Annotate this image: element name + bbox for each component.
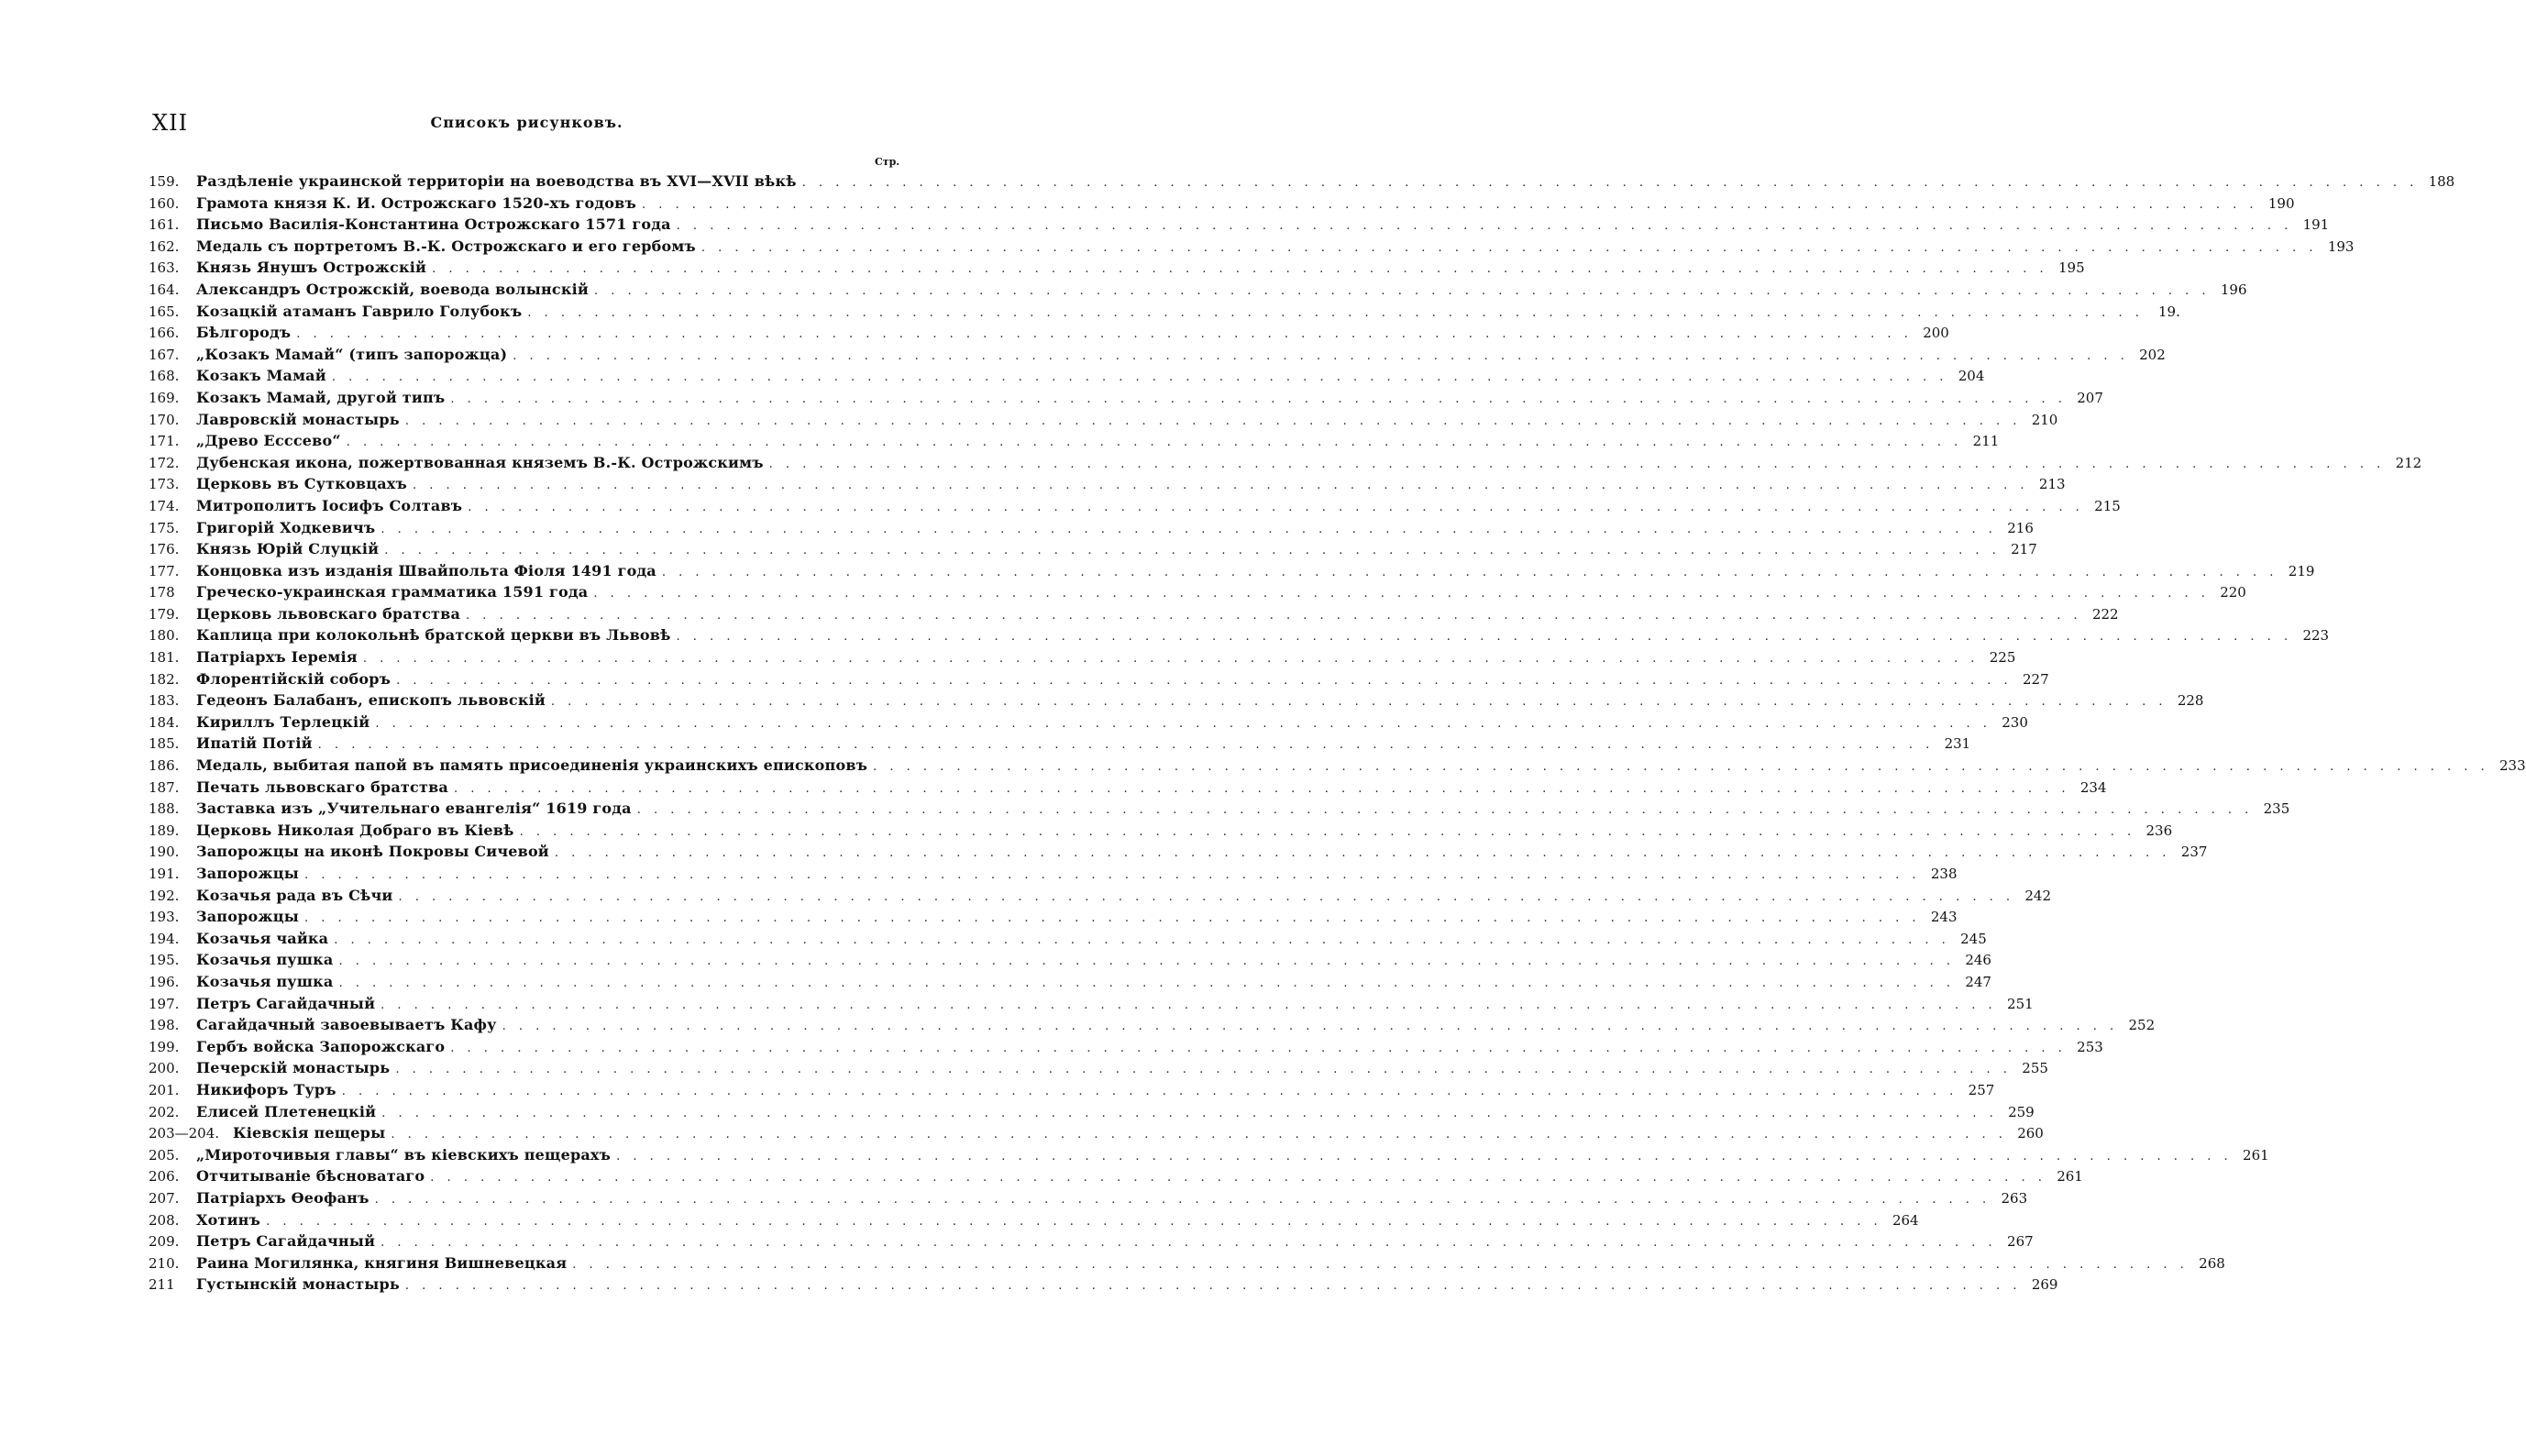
list-item: [149, 711, 2028, 734]
dot-leader: [593, 583, 2210, 605]
entry-page: 227: [2023, 670, 2049, 688]
dot-leader: [450, 389, 2067, 411]
entry-number: 198.: [149, 1017, 180, 1034]
dot-leader: [677, 215, 2293, 237]
list-item: [149, 646, 2016, 668]
entry-title: Запорожцы: [196, 908, 299, 926]
dot-leader: [502, 1016, 2119, 1038]
entry-page: 220: [2220, 584, 2246, 601]
entry-title: Козачья пушка: [196, 951, 334, 969]
dot-leader: [304, 908, 1921, 930]
entry-title: „Мироточивыя главы“ въ кіевскихъ пещерахъ: [196, 1145, 612, 1164]
entry-title: Елисей Плетенецкій: [196, 1102, 377, 1120]
list-item: [149, 473, 2066, 495]
entry-title: Лавровскій монастырь: [196, 410, 400, 428]
entry-page: 269: [2031, 1276, 2058, 1294]
entry-page: 196: [2220, 281, 2247, 298]
dot-leader: [662, 562, 2278, 584]
page-header: [152, 110, 901, 139]
entry-page: 245: [1960, 930, 1987, 947]
entry-number: 166.: [149, 325, 180, 342]
list-item: [149, 1057, 2048, 1079]
entry-number: 165.: [149, 303, 180, 320]
entry-title: Козацкій атаманъ Гаврило Голубокъ: [196, 302, 523, 320]
entry-title: „Козакъ Мамай“ (типъ запорожца): [196, 345, 508, 363]
dot-leader: [513, 346, 2129, 368]
dot-leader: [616, 1146, 2233, 1168]
entry-page: 233: [2499, 757, 2526, 775]
illustrations-list: [149, 171, 2526, 1296]
entry-page: 243: [1930, 909, 1958, 926]
entry-number: 191.: [149, 866, 180, 882]
list-item: [149, 193, 2295, 215]
dot-leader: [637, 800, 2254, 822]
entry-title: Отчитываніе бѣсноватаго: [196, 1167, 425, 1186]
entry-title: Петръ Сагайдачный: [196, 994, 376, 1012]
entry-title: Печать львовскаго братства: [196, 778, 448, 796]
entry-page: 268: [2199, 1254, 2225, 1272]
entry-title: Гербъ войска Запорожскаго: [196, 1037, 446, 1055]
entry-number: 176.: [149, 541, 180, 558]
entry-page: 263: [2001, 1189, 2028, 1207]
dot-leader: [375, 713, 1991, 735]
entry-title: Митрополитъ Іосифъ Солтавъ: [196, 496, 463, 514]
entry-number: 188.: [149, 800, 180, 818]
dot-leader: [334, 930, 1950, 952]
list-item: [149, 1165, 2083, 1187]
dot-leader: [769, 454, 2386, 476]
list-item: [149, 906, 1958, 928]
dot-leader: [551, 691, 2168, 713]
list-item: [149, 430, 2000, 452]
list-item: [149, 344, 2166, 366]
entry-page: 228: [2177, 692, 2204, 710]
list-item: [149, 777, 2107, 799]
entry-title: Медаль, выбитая папой въ память присоединенія украинскихъ епископовъ: [196, 756, 868, 775]
entry-page: 264: [1892, 1211, 1919, 1229]
list-item: [149, 755, 2526, 777]
entry-title: Князь Янушъ Острожскій: [196, 259, 427, 277]
entry-page: 242: [2024, 887, 2051, 904]
entry-title: Флорентійскій соборъ: [196, 669, 392, 688]
entry-page: 231: [1944, 735, 1971, 753]
entry-page: 212: [2395, 454, 2422, 471]
entry-number: 175.: [149, 519, 180, 536]
entry-title: „Древо Есссево“: [196, 432, 341, 450]
page-column-label: Стр.: [875, 156, 900, 168]
dot-leader: [413, 475, 2029, 497]
dot-leader: [802, 172, 2419, 194]
entry-number: 208.: [149, 1211, 180, 1229]
entry-page: 215: [2094, 497, 2121, 514]
entry-title: Церковь львовскаго братства: [196, 604, 461, 623]
entry-title: Заставка изъ „Учительнаго евангелія“ 1619 года: [196, 800, 632, 818]
entry-number: 184.: [149, 713, 180, 731]
entry-title: Раина Могилянка, княгиня Вишневецкая: [196, 1253, 568, 1272]
entry-page: 246: [1965, 952, 1991, 969]
entry-page: 267: [2007, 1233, 2034, 1251]
entry-page: 261: [2057, 1168, 2083, 1186]
dot-leader: [318, 734, 1935, 756]
list-item: [149, 1144, 2269, 1166]
dot-leader: [432, 259, 2048, 281]
list-item: [149, 171, 2455, 193]
entry-page: 210: [2031, 411, 2058, 428]
entry-page: 252: [2128, 1017, 2156, 1034]
dot-leader: [304, 865, 1921, 887]
list-item: [149, 863, 1958, 885]
entry-title: Ипатій Потій: [196, 734, 313, 753]
list-item: [149, 1252, 2225, 1274]
list-item: [149, 1230, 2034, 1252]
entry-page: 216: [2007, 519, 2034, 536]
entry-number: 193.: [149, 909, 180, 926]
entry-title: Дубенская икона, пожертвованная княземъ В.-К. Острожскимъ: [196, 453, 764, 471]
entry-title: Церковь Николая Добраго въ Кіевѣ: [196, 821, 514, 839]
entry-title: Гедеонъ Балабанъ, епископъ львовскій: [196, 691, 546, 710]
entry-page: 236: [2145, 822, 2173, 839]
entry-page: 191: [2302, 216, 2330, 234]
list-item: [149, 1209, 1919, 1231]
entry-number: 202.: [149, 1103, 180, 1120]
entry-page: 251: [2007, 995, 2034, 1012]
list-item: [149, 1187, 2028, 1209]
entry-number: 209.: [149, 1233, 180, 1251]
entry-number: 160.: [149, 194, 180, 212]
entry-page: 261: [2243, 1146, 2269, 1164]
list-item: [149, 495, 2121, 517]
list-item: [149, 668, 2049, 690]
dot-leader: [332, 367, 1948, 389]
entry-title: Письмо Василія-Константина Острожскаго 1571 года: [196, 215, 671, 234]
list-item: [149, 820, 2173, 842]
page-title: Списокъ рисунковъ.: [430, 114, 623, 131]
list-item: [149, 452, 2422, 474]
dot-leader: [398, 887, 2014, 909]
entry-page: 202: [2139, 346, 2166, 363]
entry-number: 206.: [149, 1168, 180, 1186]
entry-title: Никифоръ Туръ: [196, 1080, 336, 1098]
list-item: [149, 1079, 1995, 1101]
dot-leader: [450, 1038, 2067, 1060]
entry-number: 181.: [149, 649, 180, 667]
dot-leader: [381, 1232, 1997, 1254]
entry-number: 197.: [149, 995, 180, 1012]
entry-number: 205.: [149, 1146, 180, 1164]
dot-leader: [342, 1081, 1958, 1103]
dot-leader: [296, 324, 1913, 346]
list-item: [149, 971, 1991, 993]
dot-leader: [454, 778, 2070, 800]
entry-number: 199.: [149, 1038, 180, 1055]
list-item: [149, 214, 2330, 236]
list-item: [149, 517, 2034, 539]
entry-number: 190.: [149, 844, 180, 861]
list-item: [149, 603, 2119, 625]
entry-number: 163.: [149, 259, 180, 277]
entry-page: 255: [2022, 1060, 2048, 1077]
list-item: [149, 993, 2034, 1015]
entry-page: 193: [2327, 237, 2355, 255]
entry-number: 161.: [149, 216, 180, 234]
dot-leader: [405, 411, 2022, 433]
entry-number: 186.: [149, 757, 180, 775]
entry-title: Петръ Сагайдачный: [196, 1232, 376, 1251]
entry-title: Патріархъ Ѳеофанъ: [196, 1188, 370, 1207]
entry-number: 177.: [149, 562, 180, 579]
entry-title: Козакъ Мамай: [196, 367, 326, 385]
entry-title: Греческо-украинская грамматика 1591 года: [196, 583, 589, 601]
entry-page: 211: [1972, 433, 2000, 450]
entry-number: 179.: [149, 605, 180, 623]
list-item: [149, 365, 1985, 387]
dot-leader: [572, 1254, 2189, 1276]
entry-page: 200: [1923, 325, 1949, 342]
list-item: [149, 322, 1949, 344]
list-item: [149, 1122, 2044, 1144]
entry-number: 183.: [149, 692, 180, 710]
dot-leader: [594, 281, 2211, 303]
entry-number: 194.: [149, 930, 180, 947]
entry-number: 159.: [149, 173, 180, 190]
entry-title: Александръ Острожскій, воевода волынскій: [196, 280, 589, 298]
list-item: [149, 885, 2051, 907]
entry-number: 182.: [149, 670, 180, 688]
list-item: [149, 949, 1991, 971]
entry-title: Грамота князя К. И. Острожскаго 1520-хъ годовъ: [196, 193, 636, 212]
entry-number: 172.: [149, 454, 180, 471]
list-item: [149, 409, 2058, 431]
entry-number: 210.: [149, 1254, 180, 1272]
list-item: [149, 689, 2204, 711]
entry-number: 168.: [149, 368, 180, 385]
list-item: [149, 301, 2180, 323]
entry-number: 203—204.: [149, 1125, 220, 1142]
entry-page: 188: [2428, 173, 2455, 190]
entry-title: Кіевскія пещеры: [233, 1124, 386, 1142]
dot-leader: [381, 1103, 1998, 1125]
entry-number: 187.: [149, 778, 180, 796]
list-item: [149, 798, 2290, 820]
dot-leader: [381, 995, 1997, 1017]
entry-title: Медаль съ портретомъ В.-К. Острожскаго и его гербомъ: [196, 237, 696, 255]
entry-page: 260: [2017, 1125, 2044, 1142]
dot-leader: [381, 519, 1997, 541]
dot-leader: [375, 1189, 1991, 1211]
entry-page: 257: [1968, 1081, 1995, 1098]
entry-page: 19.: [2157, 303, 2180, 320]
list-item: [149, 624, 2330, 646]
entry-number: 171.: [149, 433, 180, 450]
entry-page: 247: [1965, 973, 1991, 990]
entry-number: 169.: [149, 389, 180, 406]
entry-title: Церковь въ Сутковцахъ: [196, 475, 407, 493]
entry-page: 207: [2077, 389, 2103, 406]
entry-page: 235: [2263, 800, 2290, 818]
entry-number: 201.: [149, 1081, 180, 1098]
entry-number: 200.: [149, 1060, 180, 1077]
entry-title: Князь Юрій Слуцкій: [196, 540, 380, 558]
dot-leader: [677, 626, 2293, 648]
entry-title: Бѣлгородъ: [196, 324, 292, 342]
entry-page: 213: [2038, 476, 2066, 493]
entry-number: 196.: [149, 973, 180, 990]
entry-title: Каплица при колокольнѣ братской церкви въ Львовѣ: [196, 626, 671, 645]
list-item: [149, 841, 2208, 863]
entry-title: Козачья чайка: [196, 929, 329, 947]
dot-leader: [363, 648, 1980, 670]
entry-page: 259: [2008, 1103, 2035, 1120]
dot-leader: [347, 432, 1963, 454]
dot-leader: [527, 303, 2144, 325]
entry-number: 178: [149, 584, 175, 601]
dot-leader: [396, 670, 2013, 692]
entry-title: Кириллъ Терлецкій: [196, 712, 370, 731]
entry-number: 174.: [149, 497, 180, 514]
list-item: [149, 581, 2246, 603]
dot-leader: [466, 605, 2082, 627]
entry-title: Концовка изъ изданія Швайпольта Фіоля 1491 года: [196, 561, 656, 579]
entry-title: Раздѣленіе украинской территоріи на воеводства въ XVI—XVII вѣкѣ: [196, 172, 797, 190]
entry-number: 185.: [149, 735, 180, 753]
list-item: [149, 560, 2315, 582]
entry-page: 219: [2288, 562, 2315, 579]
entry-title: Козачья рада въ Сѣчи: [196, 886, 393, 904]
entry-number: 164.: [149, 281, 180, 298]
entry-page: 225: [1989, 649, 2016, 667]
entry-number: 192.: [149, 887, 180, 904]
list-item: [149, 538, 2037, 560]
entry-number: 189.: [149, 822, 180, 839]
entry-page: 222: [2091, 605, 2119, 623]
list-item: [149, 257, 2085, 279]
dot-leader: [338, 973, 1955, 995]
list-item: [149, 1101, 2035, 1123]
entry-page: 253: [2077, 1038, 2103, 1055]
entry-title: Григорій Ходкевичъ: [196, 518, 376, 536]
entry-page: 195: [2058, 259, 2085, 277]
list-item: [149, 1014, 2156, 1036]
entry-page: 238: [1930, 866, 1958, 882]
entry-title: Хотинъ: [196, 1210, 261, 1229]
list-item: [149, 1036, 2103, 1058]
entry-page: 204: [1958, 368, 1985, 385]
entry-page: 217: [2011, 541, 2037, 558]
dot-leader: [701, 237, 2318, 259]
entry-number: 162.: [149, 237, 180, 255]
dot-leader: [555, 843, 2171, 865]
entry-number: 207.: [149, 1189, 180, 1207]
list-item: [149, 387, 2103, 409]
entry-page: 234: [2079, 778, 2107, 796]
entry-number: 167.: [149, 346, 180, 363]
dot-leader: [391, 1124, 2007, 1146]
entry-page: 223: [2302, 627, 2330, 645]
entry-title: Запорожцы: [196, 865, 299, 882]
entry-title: Густынскій монастырь: [196, 1275, 400, 1294]
entry-number: 211: [149, 1276, 175, 1294]
dot-leader: [384, 540, 2001, 562]
dot-leader: [520, 822, 2136, 844]
dot-leader: [338, 951, 1955, 973]
list-item: [149, 928, 1987, 950]
dot-leader: [468, 497, 2084, 519]
entry-title: Сагайдачный завоевываетъ Кафу: [196, 1016, 497, 1034]
entry-page: 230: [2002, 713, 2028, 731]
dot-leader: [266, 1211, 1882, 1233]
entry-number: 195.: [149, 952, 180, 969]
list-item: [149, 733, 1971, 755]
list-item: [149, 236, 2355, 258]
entry-number: 173.: [149, 476, 180, 493]
dot-leader: [405, 1275, 2022, 1297]
entry-title: Козакъ Мамай, другой типъ: [196, 388, 446, 406]
dot-leader: [395, 1059, 2012, 1081]
entry-title: Козачья пушка: [196, 972, 334, 990]
entry-number: 170.: [149, 411, 180, 428]
page-number: XII: [152, 110, 189, 136]
entry-title: Запорожцы на иконѣ Покровы Сичевой: [196, 843, 549, 861]
entry-number: 180.: [149, 627, 180, 645]
dot-leader: [642, 194, 2258, 216]
list-item: [149, 279, 2247, 301]
list-item: [149, 1274, 2058, 1296]
entry-page: 237: [2180, 844, 2208, 861]
entry-title: Печерскій монастырь: [196, 1059, 391, 1077]
dot-leader: [873, 756, 2489, 778]
entry-page: 190: [2267, 194, 2295, 212]
entry-title: Патріархъ Іеремія: [196, 648, 358, 667]
dot-leader: [430, 1167, 2046, 1189]
